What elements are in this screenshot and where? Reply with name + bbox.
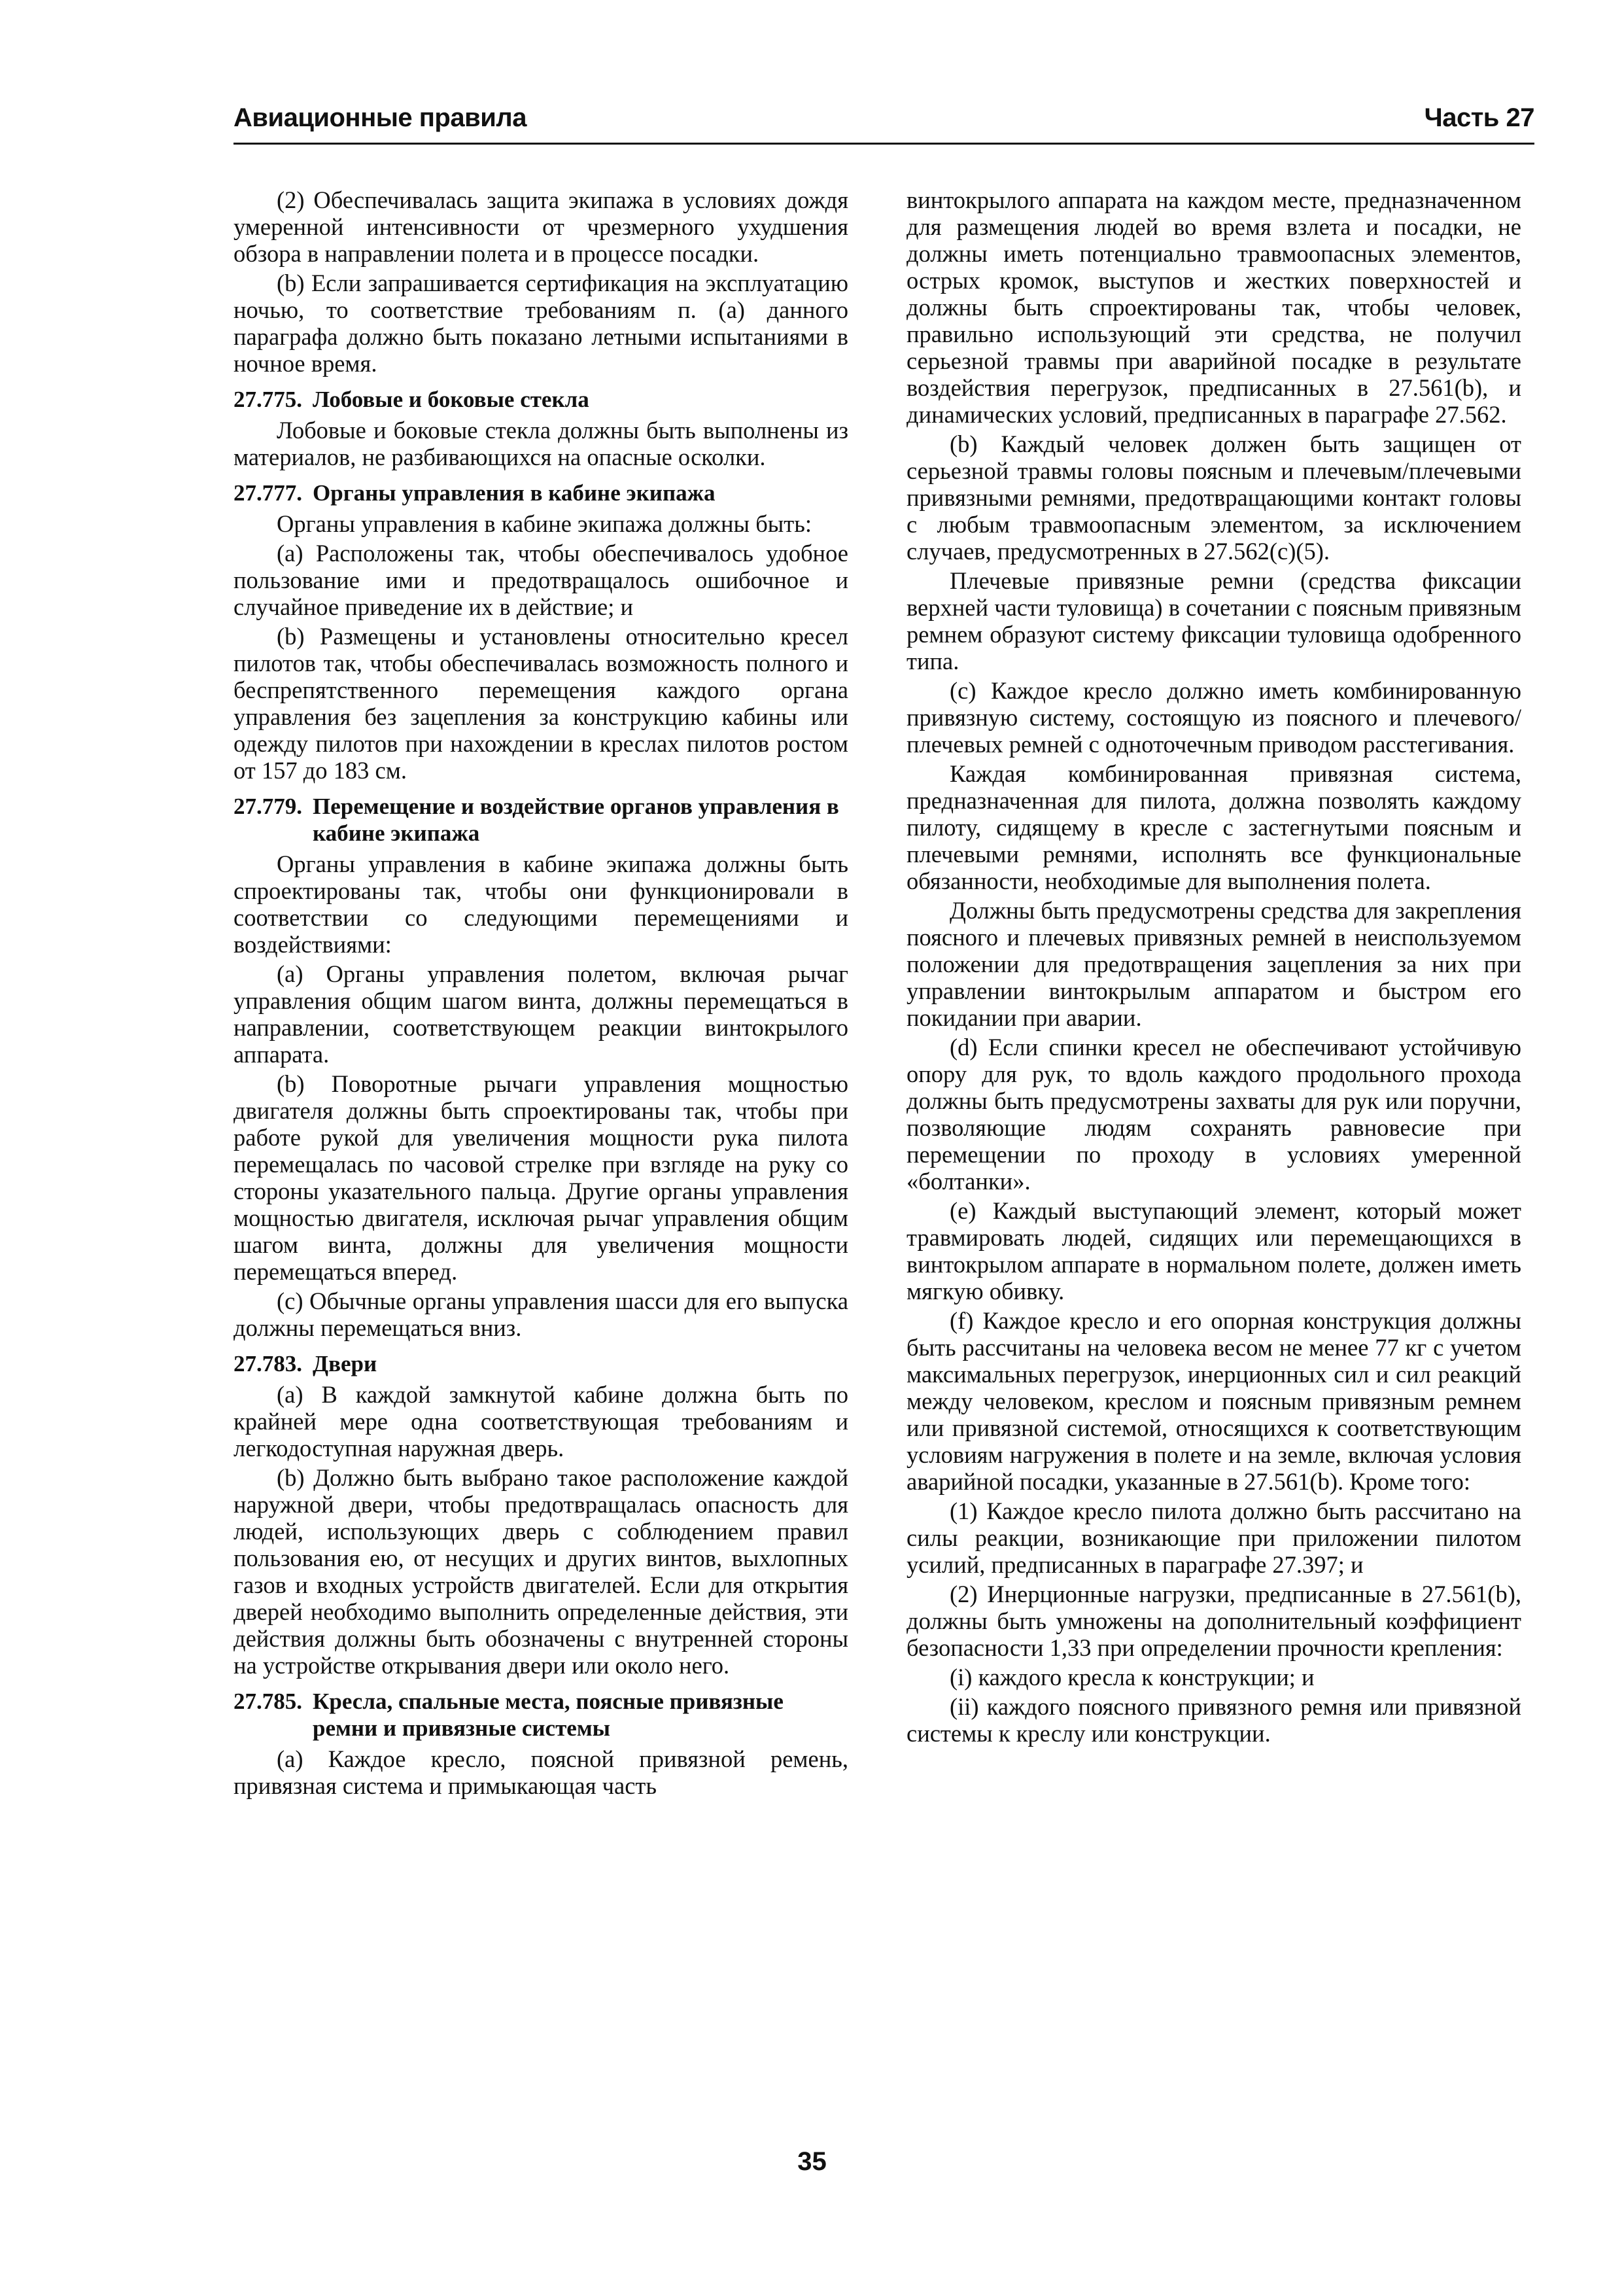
paragraph: (с) Обычные органы управления шасси для его выпуска должны перемещаться вниз. [233, 1288, 848, 1341]
section-title: Органы управления в кабине экипажа [313, 480, 716, 506]
paragraph: Органы управления в кабине экипажа должны быть спроектированы так, чтобы они функционировали в соответствии со следующими перемещениями и воздействиями: [233, 850, 848, 958]
header-divider [233, 143, 1534, 145]
paragraph: (2) Инерционные нагрузки, предписанные в 27.561(b), должны быть умножены на дополнительный коэффициент безопасности 1,33 при определении прочности крепления: [907, 1581, 1521, 1661]
paragraph: Органы управления в кабине экипажа должны быть: [277, 510, 812, 537]
paragraph: Каждая комбинированная привязная система, предназначенная для пилота, должна позволять каждому пилоту, сидящему в кресле с застегнутыми поясным и плечевыми ремнями, исполнять все функциональные обязанности, необходимые для выполнения полета. [907, 760, 1521, 894]
section-number: 27.779. [233, 794, 302, 819]
paragraph: (2) Обеспечивалась защита экипажа в условиях дождя умеренной интенсивности от чрезмерного ухудшения обзора в направлении полета и в процессе посадки. [233, 186, 848, 267]
paragraph: (b) Должно быть выбрано такое расположение каждой наружной двери, чтобы предотвращалась опасность для людей, использующих дверь с соблюдением правил пользования ею, от несущих и других винтов, выхлопных газов и входных устройств двигателей. Если для открытия дверей необходимо выполнить определенные действия, эти действия должны быть обозначены с внутренней стороны на устройстве открывания двери или около него. [233, 1464, 848, 1679]
section-title: Перемещение и воздействие органов управления в кабине экипажа [313, 794, 839, 846]
paragraph: (f) Каждое кресло и его опорная конструкция должны быть рассчитаны на человека весом не менее 77 кг с учетом максимальных перегрузок, инерционных сил и сил реакций между человеком, креслом и поясным привязным ремнем или привязной системой, относящихся к соответствующим условиям нагружения в полете и на земле, включая условия аварийной посадки, указанные в 27.561(b). Кроме того: [907, 1307, 1521, 1495]
section-number: 27.775. [233, 387, 302, 412]
paragraph: (е) Каждый выступающий элемент, который может травмировать людей, сидящих или перемещающихся в винтокрылом аппарате в нормальном полете, должен иметь мягкую обивку. [907, 1197, 1521, 1305]
section-title: Кресла, спальные места, поясные привязные ремни и привязные системы [313, 1689, 784, 1741]
section-heading-27-775 [233, 386, 848, 413]
paragraph: (b) Поворотные рычаги управления мощностью двигателя должны быть спроектированы так, чтобы при работе рукой для увеличения мощности рука пилота перемещалась по часовой стрелке при взгляде на руку со стороны указательного пальца. Другие органы управления мощностью двигателя, исключая рычаг управления общим шагом винта, должны для увеличения мощности перемещаться вперед. [233, 1070, 848, 1285]
section-number: 27.783. [233, 1351, 302, 1376]
section-heading-27-783 [233, 1350, 848, 1377]
left-column [233, 186, 848, 1802]
paragraph: (b) Если запрашивается сертификация на эксплуатацию ночью, то соответствие требованиям п. (а) данного параграфа должно быть показано летными испытаниями в ночное время. [233, 270, 848, 377]
right-column [907, 186, 1521, 1749]
paragraph: (с) Каждое кресло должно иметь комбинированную привязную систему, состоящую из поясного и плечевого/плечевых ремней с одноточечным приводом расстегивания. [907, 677, 1521, 758]
paragraph: (1) Каждое кресло пилота должно быть рассчитано на силы реакции, возникающие при приложении пилотом усилий, предписанных в параграфе 27.397; и [907, 1498, 1521, 1578]
paragraph: (ii) каждого поясного привязного ремня или привязной системы к креслу или конструкции. [907, 1693, 1521, 1747]
section-heading-27-779 [233, 793, 848, 847]
section-title: Двери [313, 1351, 377, 1376]
section-heading-27-777 [233, 480, 848, 506]
paragraph: (b) Размещены и установлены относительно кресел пилотов так, чтобы обеспечивалась возможность полного и беспрепятственного перемещения каждого органа управления без зацепления за конструкцию кабины или одежду пилотов при нахождении в креслах пилотов ростом от 157 до 183 см. [233, 623, 848, 784]
section-heading-27-785 [233, 1688, 848, 1742]
paragraph: (а) Органы управления полетом, включая рычаг управления общим шагом винта, должны перемещаться в направлении, соответствующем реакции винтокрылого аппарата. [233, 960, 848, 1068]
running-header-title: Авиационные правила [233, 103, 527, 132]
paragraph: Плечевые привязные ремни (средства фиксации верхней части туловища) в сочетании с поясным привязным ремнем образуют систему фиксации туловища одобренного типа. [907, 567, 1521, 674]
paragraph: (а) В каждой замкнутой кабине должна быть по крайней мере одна соответствующая требованиям и легкодоступная наружная дверь. [233, 1381, 848, 1462]
paragraph: (а) Каждое кресло, поясной привязной ремень, привязная система и примыкающая часть [233, 1745, 848, 1799]
paragraph: (i) каждого кресла к конструкции; и [950, 1664, 1315, 1691]
section-number: 27.777. [233, 480, 302, 506]
running-header-part: Часть 27 [1424, 103, 1534, 132]
section-number: 27.785. [233, 1689, 302, 1714]
paragraph: Должны быть предусмотрены средства для закрепления поясного и плечевых привязных ремней в неиспользуемом положении для предотвращения зацепления за них при управлении винтокрылым аппаратом и быстром его покидании при аварии. [907, 897, 1521, 1031]
page-number: 35 [797, 2147, 827, 2176]
paragraph: (b) Каждый человек должен быть защищен от серьезной травмы головы поясным и плечевым/плечевыми привязными ремнями, предотвращающими контакт головы с любым травмоопасным элементом, за исключением случаев, предусмотренных в 27.562(с)(5). [907, 430, 1521, 565]
paragraph: (d) Если спинки кресел не обеспечивают устойчивую опору для рук, то вдоль каждого продольного прохода должны быть предусмотрены захваты для рук или поручни, позволяющие людям сохранять равновесие при перемещении по проходу в условиях умеренной «болтанки». [907, 1034, 1521, 1195]
paragraph: (а) Расположены так, чтобы обеспечивалось удобное пользование ими и предотвращалось ошибочное и случайное приведение их в действие; и [233, 540, 848, 620]
paragraph: Лобовые и боковые стекла должны быть выполнены из материалов, не разбивающихся на опасные осколки. [233, 417, 848, 470]
section-title: Лобовые и боковые стекла [313, 387, 589, 412]
paragraph: винтокрылого аппарата на каждом месте, предназначенном для размещения людей во время взлета и посадки, не должны иметь потенциально травмоопасных элементов, острых кромок, выступов и жестких поверхностей и должны быть спроектированы так, чтобы человек, правильно использующий эти средства, не получил серьезной травмы при аварийной посадке в результате воздействия перегрузок, предписанных в 27.561(b), и динамических условий, предписанных в параграфе 27.562. [907, 186, 1521, 428]
